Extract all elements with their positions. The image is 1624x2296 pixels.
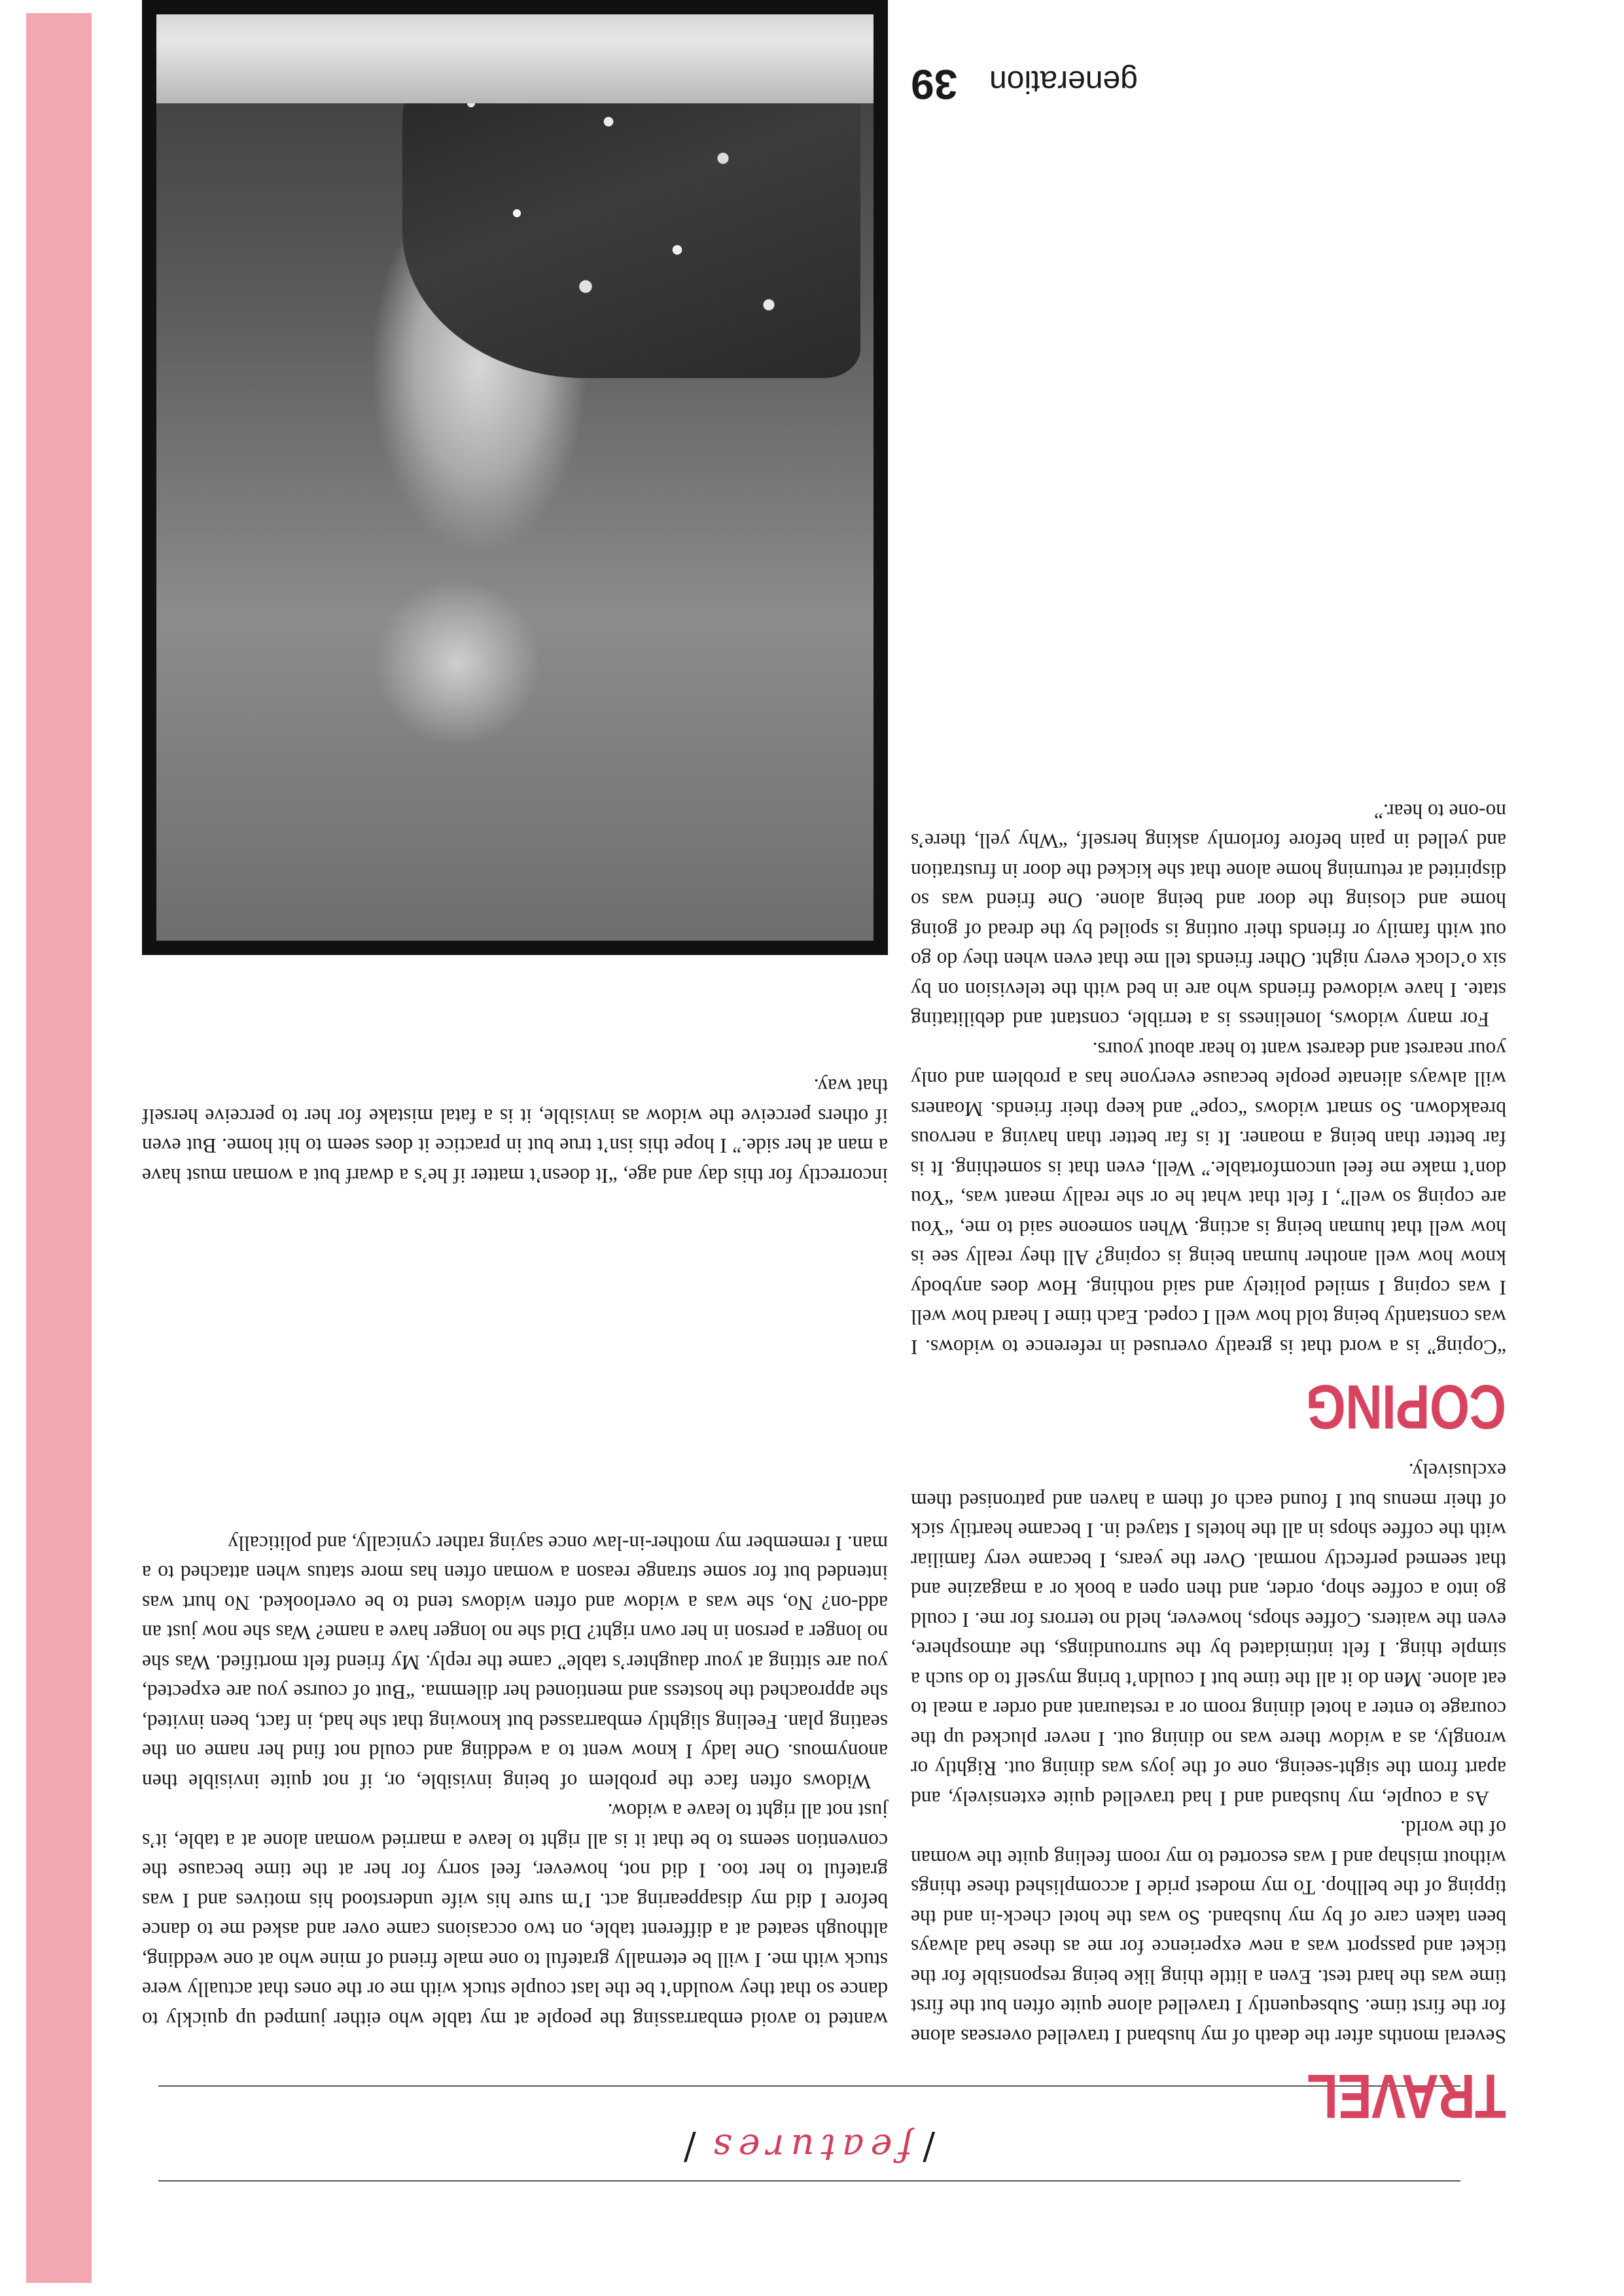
slash-left: /: [923, 2126, 936, 2168]
coping-heading: COPING: [1306, 1372, 1506, 1442]
left-column-top-text: [142, 1071, 888, 1191]
paragraph: Several months after the death of my husband I travelled overseas alone for the first time. Subsequently I travelled alone quite often but the first time was the hard test. Even a little thing like being responsible for the ticket and passport was a new experience for me as these had always been taken care of by my husband. So was the hotel check-in and the tipping of the bellhop. To my modest pride I accomplished these things without mishap and I was escorted to my room feeling quite the woman of the world.: [911, 1817, 1506, 2048]
paragraph: “Coping” is a word that is greatly overused in reference to widows. I was constantly being told how well I coped. Each time I heard how well I was coping I smiled politely and said nothing. How does anybody know how well another human being is coping? All they really see is how well that human being is acting. When someone said to me, “You are coping so well”, I felt that what he or she really meant was, “You don’t make me feel uncomfortable.” Well, even that is something. It is far better than being a moaner. It is far better than having a nervous breakdown. So smart widows “cope” and keep their friends. Moaners will always alienate people because everyone has a problem and only your nearest and dearest want to hear about yours.: [911, 1038, 1506, 1359]
right-column-text: [911, 797, 1506, 2146]
paragraph: For many widows, loneliness is a terrible, constant and debilitating state. I have widowed friends who are in bed with the television on by six o’clock every night. Other friends tell me that even when they do go out with family or friends their outing is spoiled by the dread of going home and closing the door and being alone. One friend was so dispirited at returning home alone that she kicked the door in frustration and yelled in pain before forlornly asking herself, “Why yell, there’s no-one to hear.”: [911, 800, 1506, 1032]
left-column-text: [142, 1529, 888, 2035]
travel-heading: TRAVEL: [1307, 2061, 1506, 2131]
photo-ceiling-molding: [156, 0, 874, 103]
page-footer: [911, 52, 1506, 111]
pink-margin-band: [26, 13, 92, 2283]
page-number: 39: [911, 61, 958, 108]
paragraph: incorrectly for this day and age, “It doesn’t matter if he’s a dwarf but a woman must have a man at her side.” I hope this isn’t true but in practice it does seem to hit home. But even if others perceive the widow as invisible, it is a fatal mistake for her to perceive herself that way.: [142, 1075, 888, 1187]
paragraph: As a couple, my husband and I had travelled quite extensively, and apart from the sight-seeing, one of the joys was dining out. Rightly or wrongly, as a widow there was no dining out. I never plucked up the courage to enter a hotel dining room or a restaurant and order a meal to eat alone. Men do it all the time but I couldn’t bring myself to do such a simple thing. I felt intimidated by the surroundings, the atmosphere, even the waiters. Coffee shops, however, held no terrors for me. I could go into a coffee shop, order, and then open a book or a magazine and that seemed perfectly normal. Over the years, I became very familiar with the coffee shops in all the hotels I stayed in. I became heartily sick of their menus but I found each of them a haven and patronised them exclusively.: [911, 1459, 1506, 1810]
section-label-text: features: [706, 2126, 913, 2168]
slash-right: /: [683, 2126, 696, 2168]
top-rule-upper: [158, 2180, 1460, 2182]
paragraph: Widows often face the problem of being invisible, or, if not quite invisible then anonymous. One lady I know went to a wedding and could not find her name on the seating plan. Feeling slightly embarrassed but knowing that she had, in fact, been invited, she approached the hostess and mentioned her dilemma. “But of course you are expected, you are sitting at your daughter’s table” came the reply. My friend felt mortified. Was she no longer a person in her own right? Did she no longer have a name? Was she now just an add-on? No, she was a widow and often widows tend to be overlooked. No hurt was intended but for some strange reason a woman often has more status when attached to a man. I remember my mother-in-law once saying rather cynically, and politically: [142, 1532, 888, 1793]
photograph: [142, 0, 888, 955]
paragraph: wanted to avoid embarrassing the people at my table who either jumped up quickly to dance so that they wouldn’t be the last couple stuck with me or the ones that actually were stuck with me. I will be eternally grateful to one male friend of mine who at one wedding, although seated at a different table, on two occasions came over and asked me to dance before I did my disappearing act. I’m sure his wife understood his motives and I was grateful to her too. I did not, however, feel sorry for her at the time because the convention seems to be that it is all right to leave a married woman alone at a table, it’s just not all right to leave a widow.: [142, 1800, 888, 2031]
publication-name: generation: [989, 64, 1138, 99]
